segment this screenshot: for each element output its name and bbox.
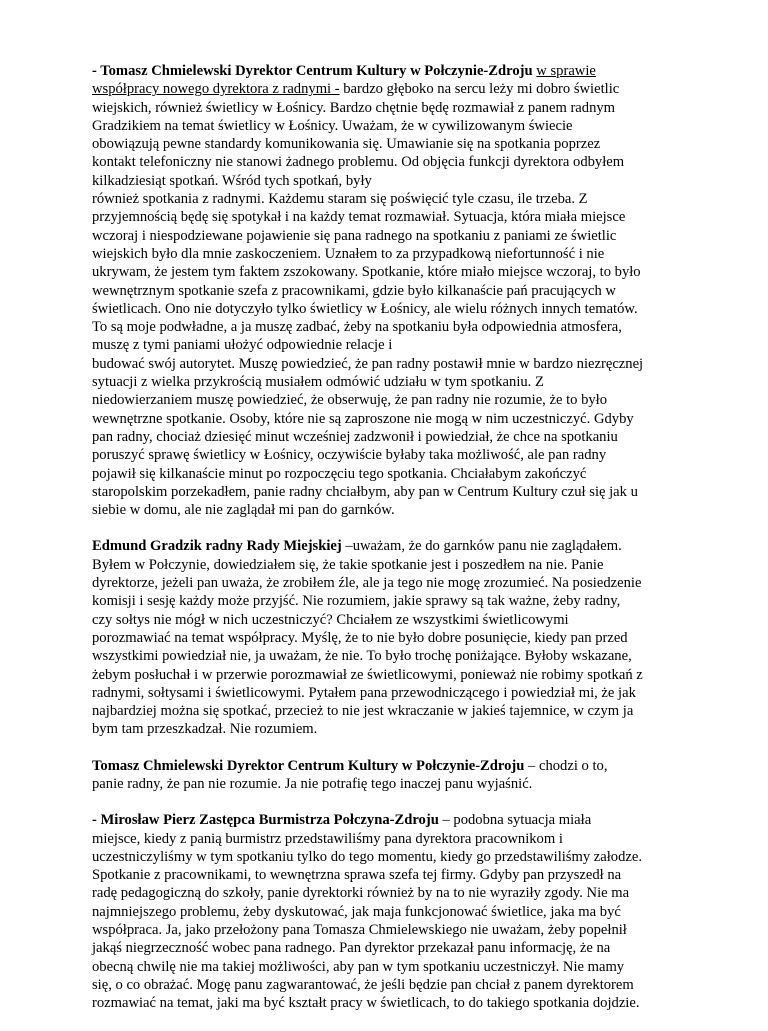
- speaker-name: - Mirosław Pierz Zastępca Burmistrza Połczyna-Zdroju: [92, 812, 439, 829]
- paragraph-chmielewski-1: [92, 62, 712, 519]
- paragraph-text: –uważam, że do garnków panu nie zaglądałem. Byłem w Połczynie, dowiedziałem się, że takie spotkanie jest i poszedłem na nie. Panie dyrektorze, jeżeli pan uważa, że zrobiłem źle, ale ja tego nie mogę zrozumieć. Na posiedzenie komisji i sesję każdy może przyjść. Nie rozumiem, jakie sprawy są tak ważne, żeby radny, czy sołtys nie mógł w nich uczestniczyć? Chciałem ze wszystkimi świetlicowymi porozmawiać na temat współpracy. Myślę, że to nie było dobre posunięcie, kiedy pan przed wszystkimi powiedział nie, ja uważam, że nie. To było trochę poniżające. Byłoby wskazane, żebym posłuchał i w przerwie porozmawiał ze świetlicowymi, ponieważ nie robimy spotkań z radnymi, sołtysami i świetlicowymi. Pytałem pana przewodniczącego i powiedział mi, że jak najbardziej można się spotkać, przecież to nie jest wkraczanie w jakieś tajemnice, w czym ja bym tam przeszkadzał. Nie rozumiem.: [92, 538, 643, 738]
- paragraph-text: – chodzi o to, panie radny, że pan nie rozumie. Ja nie potrafię tego inaczej panu wyjaśnić.: [92, 757, 608, 792]
- paragraph-chmielewski-2: [92, 757, 712, 794]
- speaker-name: - Tomasz Chmielewski Dyrektor Centrum Kultury w Połczynie-Zdroju: [92, 63, 533, 79]
- paragraph-text: – podobna sytuacja miała miejsce, kiedy z panią burmistrz przedstawiliśmy pana dyrektora pracownikom i uczestniczyliśmy w tym spotkaniu tylko do tego momentu, kiedy go przedstawiliśmy załodze. Spotkanie z pracownikami, to wewnętrzna sprawa szefa tej firmy. Gdyby pan przyszedł na radę pedagogiczną do szkoły, panie dyrektorki również by na to nie wyraziły zgody. Nie ma najmniejszego problemu, żeby dyskutować, jak maja funkcjonować świetlice, jaka ma być współpraca. Ja, jako przełożony pana Tomasza Chmielewskiego nie uważam, żeby popełnił jakąś niegrzeczność wobec pana radnego. Pan dyrektor przekazał panu informację, że na obecną chwilę nie ma takiej możliwości, aby pan w tym spotkaniu uczestniczył. Nie mamy się, o co obrażać. Mogę panu zagwarantować, że jeśli będzie pan chciał z panem dyrektorem rozmawiać na temat, jaki ma być kształt pracy w świetlicach, to do takiego spotkania dojdzie.: [92, 812, 642, 1012]
- document-body: [92, 62, 712, 1031]
- speaker-name: Tomasz Chmielewski Dyrektor Centrum Kultury w Połczynie-Zdroju: [92, 757, 525, 774]
- underlined-phrase: w sprawie współpracy nowego dyrektora z radnymi -: [92, 63, 596, 98]
- paragraph-pierz: [92, 811, 712, 1012]
- paragraph-text: bardzo głęboko na sercu leży mi dobro świetlic wiejskich, również świetlicy w Łośnicy. Bardzo chętnie będę rozmawiał z panem radnym Gradzikiem na temat świetlicy w Łośnicy. Uważam, że w cywilizowanym świecie obowiązują pewne standardy komunikowania się. Umawianie się na spotkania poprzez kontakt telefoniczny nie stanowi żadnego problemu. Od objęcia funkcji dyrektora odbyłem kilkadziesiąt spotkań. Wśród tych spotkań, były również spotkania z radnymi. Każdemu staram się poświęcić tyle czasu, ile trzeba. Z przyjemnością będę się spotykał i na każdy temat rozmawiał. Sytuacja, która miała miejsce wczoraj i niespodziewane pojawienie się pana radnego na spotkaniu z paniami ze świetlic wiejskich było dla mnie zaskoczeniem. Uznałem to za przypadkową niefortunność i nie ukrywam, że jestem tym faktem zszokowany. Spotkanie, które miało miejsce wczoraj, to było wewnętrznym spotkanie szefa z pracownikami, gdzie było kilkanaście pań pracujących w świetlicach. Ono nie dotyczyło tylko świetlicy w Łośnicy, ale wielu różnych innych tematów. To są moje podwładne, a ja muszę zadbać, żeby na spotkaniu była odpowiednia atmosfera, muszę z tymi paniami ułożyć odpowiednie relacje i budować swój autorytet. Muszę powiedzieć, że pan radny postawił mnie w bardzo niezręcznej sytuacji z wielka przykrością musiałem odmówić udziału w tym spotkaniu. Z niedowierzaniem muszę powiedzieć, że obserwuję, że pan radny nie rozumie, że to było wewnętrzne spotkanie. Osoby, które nie są zaproszone nie mogą w nim uczestniczyć. Gdyby pan radny, chociaż dziesięć minut wcześniej zadzwonił i powiedział, że chce na spotkaniu poruszyć sprawę świetlicy w Łośnicy, oczywiście byłaby taka możliwość, ale pan radny pojawił się kilkanaście minut po rozpoczęciu tego spotkania. Chciałabym zakończyć staropolskim porzekadłem, panie radny chciałbym, aby pan w Centrum Kultury czuł się jak u siebie w domu, ale nie zaglądał mi pan do garnków.: [92, 81, 644, 519]
- paragraph-gradzik: [92, 537, 712, 738]
- speaker-name: Edmund Gradzik radny Rady Miejskiej: [92, 538, 342, 555]
